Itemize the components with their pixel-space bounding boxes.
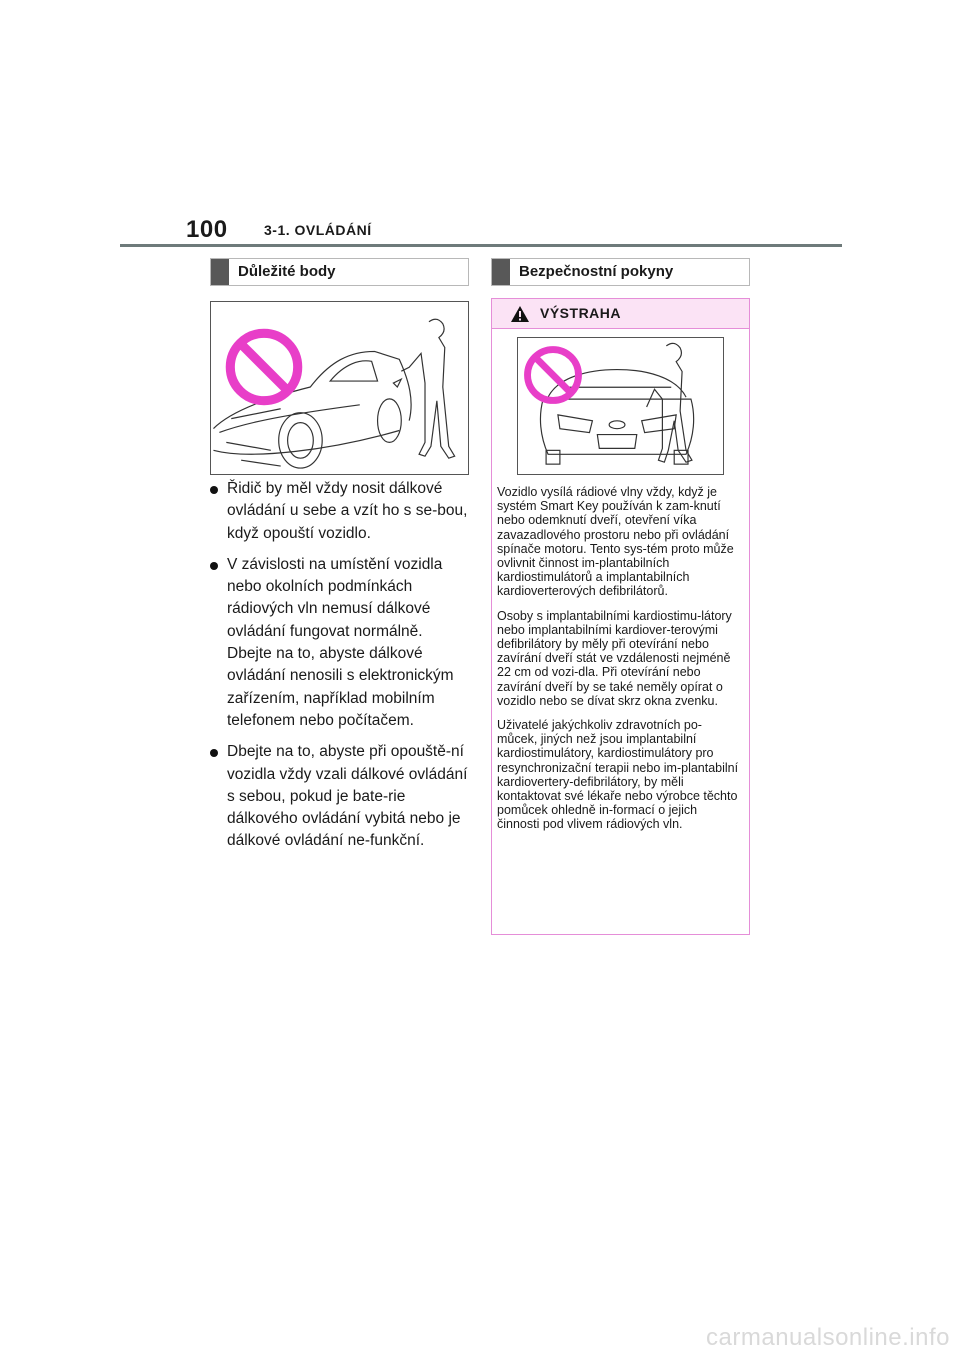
warning-box xyxy=(491,298,750,935)
warning-paragraph: Vozidlo vysílá rádiové vlny vždy, když je systém Smart Key používán k zam-knutí nebo odemknutí dveří, otevření víka zavazadlového prostoru nebo při ovládání spínače motoru. Tento sys-tém proto může ovlivnit činnost im-plantabilních kardiostimulátorů a implantabilních kardioverterových defibrilátorů. xyxy=(497,485,734,599)
warning-paragraph: Osoby s implantabilními kardiostimu-látory nebo implantabilními kardiover-terovými defibrilátory by měly při otevírání nebo zavírání dveří stát ve vzdálenosti nejméně 22 cm od vozi-dla. Při otevírání nebo zavírání dveří by se také neměly opírat o vozidlo nebo se dívat skrz okna zvenku. xyxy=(497,608,732,708)
safety-instructions-heading: Bezpečnostní pokyny xyxy=(491,258,750,286)
watermark: carmanualsonline.info xyxy=(706,1324,950,1351)
list-item: Řidič by měl vždy nosit dálkové ovládání u sebe a vzít ho s se-bou, když opouští vozidlo. xyxy=(210,478,470,545)
page-number: 100 xyxy=(186,216,228,243)
page-header xyxy=(186,216,786,246)
section-title: 3-1. OVLÁDÁNÍ xyxy=(264,222,372,238)
bullet-icon xyxy=(210,749,218,757)
warning-triangle-icon xyxy=(510,305,530,323)
bullet-icon xyxy=(210,486,218,494)
important-points-list xyxy=(210,478,470,862)
list-item: Dbejte na to, abyste při opouště-ní vozidla vždy vzali dálkové ovládání s sebou, pokud je bate-rie dálkového ovládání vybitá nebo je dálkové ovládání ne-funkční. xyxy=(210,741,470,852)
warning-paragraph: Uživatelé jakýchkoliv zdravotních po-můcek, jiných než jsou implantabilní kardiostimulátory, kardiostimulátory pro resynchronizační terapii nebo im-plantabilní kardiovertery-defibrilátory, by měli kontaktovat své lékaře nebo výrobce těchto pomůcek ohledně in-formací o jejich činnosti pod vlivem rádiových vln. xyxy=(497,718,739,832)
list-item: V závislosti na umístění vozidla nebo okolních podmínkách rádiových vln nemusí dálkové ovládání fungovat normálně. Dbejte na to, abyste dálkové ovládání nenosili s elektronickým zařízením, například mobilním telefonem nebo počítačem. xyxy=(210,554,470,732)
bullet-icon xyxy=(210,562,218,570)
prohibition-icon xyxy=(522,344,584,406)
important-points-heading: Důležité body xyxy=(210,258,469,286)
illustration-person-leaving-car xyxy=(210,301,469,475)
warning-header xyxy=(492,299,749,329)
warning-title: VÝSTRAHA xyxy=(540,305,622,321)
illustration-person-at-car-front xyxy=(517,337,724,475)
header-rule xyxy=(120,244,842,247)
prohibition-icon xyxy=(223,326,305,408)
warning-text xyxy=(497,485,740,842)
